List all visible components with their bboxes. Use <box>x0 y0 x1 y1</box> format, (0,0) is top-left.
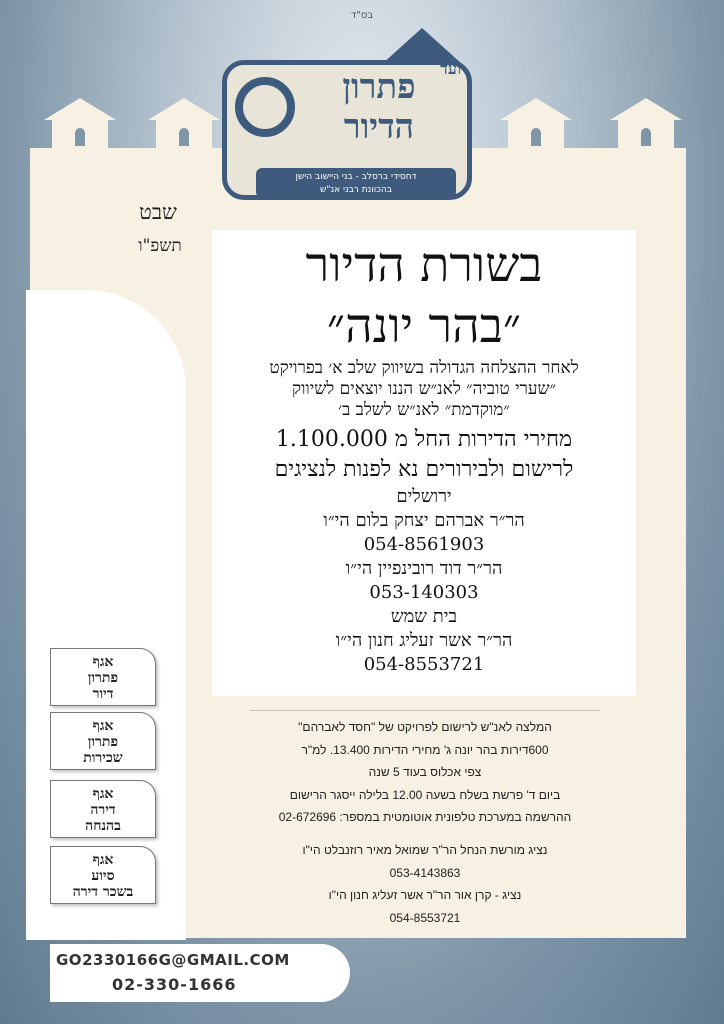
castle-tower-icon <box>52 118 108 158</box>
dept-housing-solution[interactable] <box>50 648 156 706</box>
dept-label: בשכר דירה <box>72 884 134 900</box>
detail-phone[interactable]: 054-8553721 <box>389 910 461 925</box>
logo-subtitle: דחסידי ברסלב - בני היישוב הישן <box>295 172 417 182</box>
register-line: לרישום ולבירורים נא לפנות לנציגים <box>274 457 574 482</box>
detail-line: ההרשמה במערכת טלפונית אוטומטית במספר: 02-672696 <box>278 810 572 825</box>
logo-vaad: ועד <box>440 59 461 78</box>
rep-name: הר״ר אשר זעליג חנון הי״ו <box>335 630 513 651</box>
dept-label: אגף <box>92 654 114 670</box>
announcement-title: בשורת הדיור <box>305 237 543 293</box>
dept-label: דירה <box>90 802 116 818</box>
project-name: ״בהר יונה״ <box>326 298 522 354</box>
dept-label: פתרון <box>87 670 119 686</box>
detail-phone[interactable]: 053-4143863 <box>389 865 461 880</box>
rep-name: הר״ר אברהם יצחק בלום הי״ו <box>323 510 525 531</box>
dept-label: דיור <box>92 686 114 702</box>
dept-label: שכירות <box>83 750 123 766</box>
castle-tower-icon <box>618 118 674 158</box>
dept-label: אגף <box>92 852 114 868</box>
logo-subtitle-band <box>256 168 456 198</box>
rep-name: הר״ר דוד רובינפיין הי״ו <box>345 558 503 579</box>
contact-phone[interactable]: 02-330-1666 <box>112 975 237 994</box>
detail-line: נציג - קרן אור הר"ר אשר זעליג חנון הי"ו <box>328 888 522 903</box>
rep-phone[interactable]: 053-140303 <box>369 582 479 603</box>
detail-line: המלצה לאנ"ש לרישום לפרויקט של "חסד לאברהם" <box>298 720 552 734</box>
announcement-line: ״מוקדמת״ לאנ״ש לשלב ב׳ <box>338 400 510 420</box>
city-beit-shemesh: בית שמש <box>390 606 458 627</box>
logo-subtitle-2: בהכוונת רבני אנ"ש <box>319 185 393 195</box>
details-section <box>230 716 620 929</box>
city-jerusalem: ירושלים <box>396 486 452 507</box>
rep-phone[interactable]: 054-8561903 <box>363 534 485 555</box>
key-icon <box>235 77 295 137</box>
left-arched-panel <box>26 290 186 940</box>
dept-label: סיוע <box>91 868 115 884</box>
announcement-line: לאחר ההצלחה הגדולה בשיווק שלב א׳ בפרויקט <box>269 358 579 378</box>
dept-label: אגף <box>92 718 114 734</box>
date-month: שבט <box>139 200 177 224</box>
announcement-box <box>212 230 636 696</box>
dept-discount-apartment[interactable] <box>50 780 156 838</box>
logo-word-housing: הדיור <box>343 107 415 147</box>
detail-line: 600דירות בהר יונה ג' מחירי הדירות 13.400. למ"ר <box>301 742 549 757</box>
dept-label: פתרון <box>87 734 119 750</box>
announcement-line: ״שערי טוביה״ לאנ״ש הננו יוצאים לשיווק <box>291 379 557 399</box>
castle-tower-icon <box>508 118 564 158</box>
divider <box>250 710 600 711</box>
dept-label: אגף <box>92 786 114 802</box>
detail-line: נציג מורשת הנחל הר"ר שמואל מאיר רוזנבלט הי"ו <box>302 842 548 857</box>
rep-phone[interactable]: 054-8553721 <box>363 654 485 675</box>
bsd-mark: בס"ד <box>350 10 374 21</box>
dept-rent-assistance[interactable] <box>50 846 156 904</box>
contact-email[interactable]: GO2330166G@GMAIL.COM <box>56 951 290 969</box>
detail-line: ביום ד' פרשת בשלח בשעה 12.00 בלילה ייסגר הרישום <box>289 787 561 802</box>
dept-label: בהנחה <box>85 818 121 834</box>
logo <box>222 28 474 204</box>
logo-word-solution: פתרון <box>342 67 416 107</box>
price-line: מחירי הדירות החל מ 1.100.000 <box>275 427 573 452</box>
detail-line: צפי אכלוס בעוד 5 שנה <box>368 765 482 780</box>
dept-rental-solution[interactable] <box>50 712 156 770</box>
castle-tower-icon <box>156 118 212 158</box>
date-year: תשפ"ו <box>138 236 182 256</box>
